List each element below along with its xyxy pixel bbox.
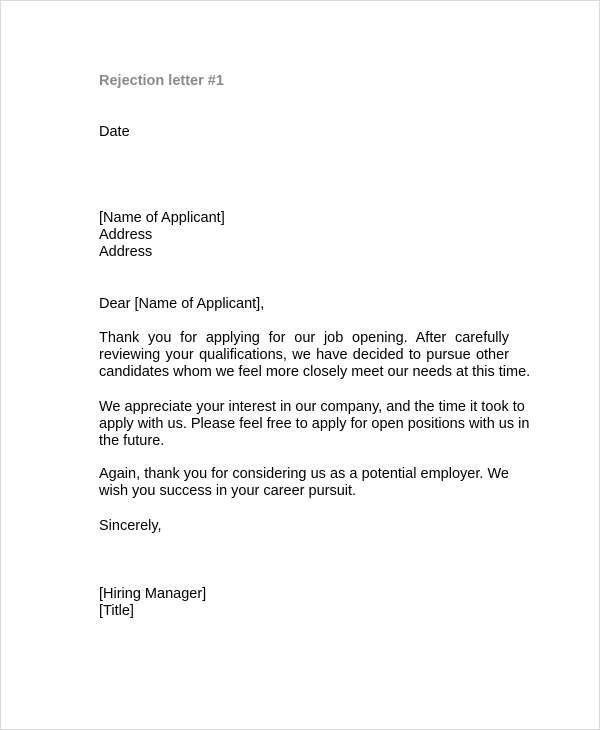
letter-date: Date [99, 124, 130, 140]
paragraph-3-line: Again, thank you for considering us as a potential employer. We [99, 466, 509, 482]
paragraph-2-line: We appreciate your interest in our company, and the time it took to [99, 399, 525, 415]
signature-name: [Hiring Manager] [99, 586, 207, 602]
paragraph-1 [99, 330, 531, 381]
paragraph-2 [99, 399, 530, 450]
paragraph-2-line: apply with us. Please feel free to apply for open positions with us in [99, 416, 530, 432]
paragraph-1-line: candidates whom we feel more closely meet our needs at this time. [99, 364, 531, 380]
signature-title: [Title] [99, 603, 134, 619]
letter-heading: Rejection letter #1 [99, 73, 224, 89]
salutation: Dear [Name of Applicant], [99, 296, 265, 312]
paragraph-1-line: Thank you for applying for our job opening. After carefully [99, 330, 509, 346]
paragraph-1-line: reviewing your qualifications, we have decided to pursue other [99, 347, 509, 363]
paragraph-2-line: the future. [99, 433, 165, 449]
recipient-address-line-1: Address [99, 227, 153, 243]
paragraph-3 [99, 466, 509, 500]
recipient-address-line-2: Address [99, 244, 153, 260]
paragraph-3-line: wish you success in your career pursuit. [99, 483, 357, 499]
closing: Sincerely, [99, 518, 162, 534]
recipient-name: [Name of Applicant] [99, 210, 225, 226]
